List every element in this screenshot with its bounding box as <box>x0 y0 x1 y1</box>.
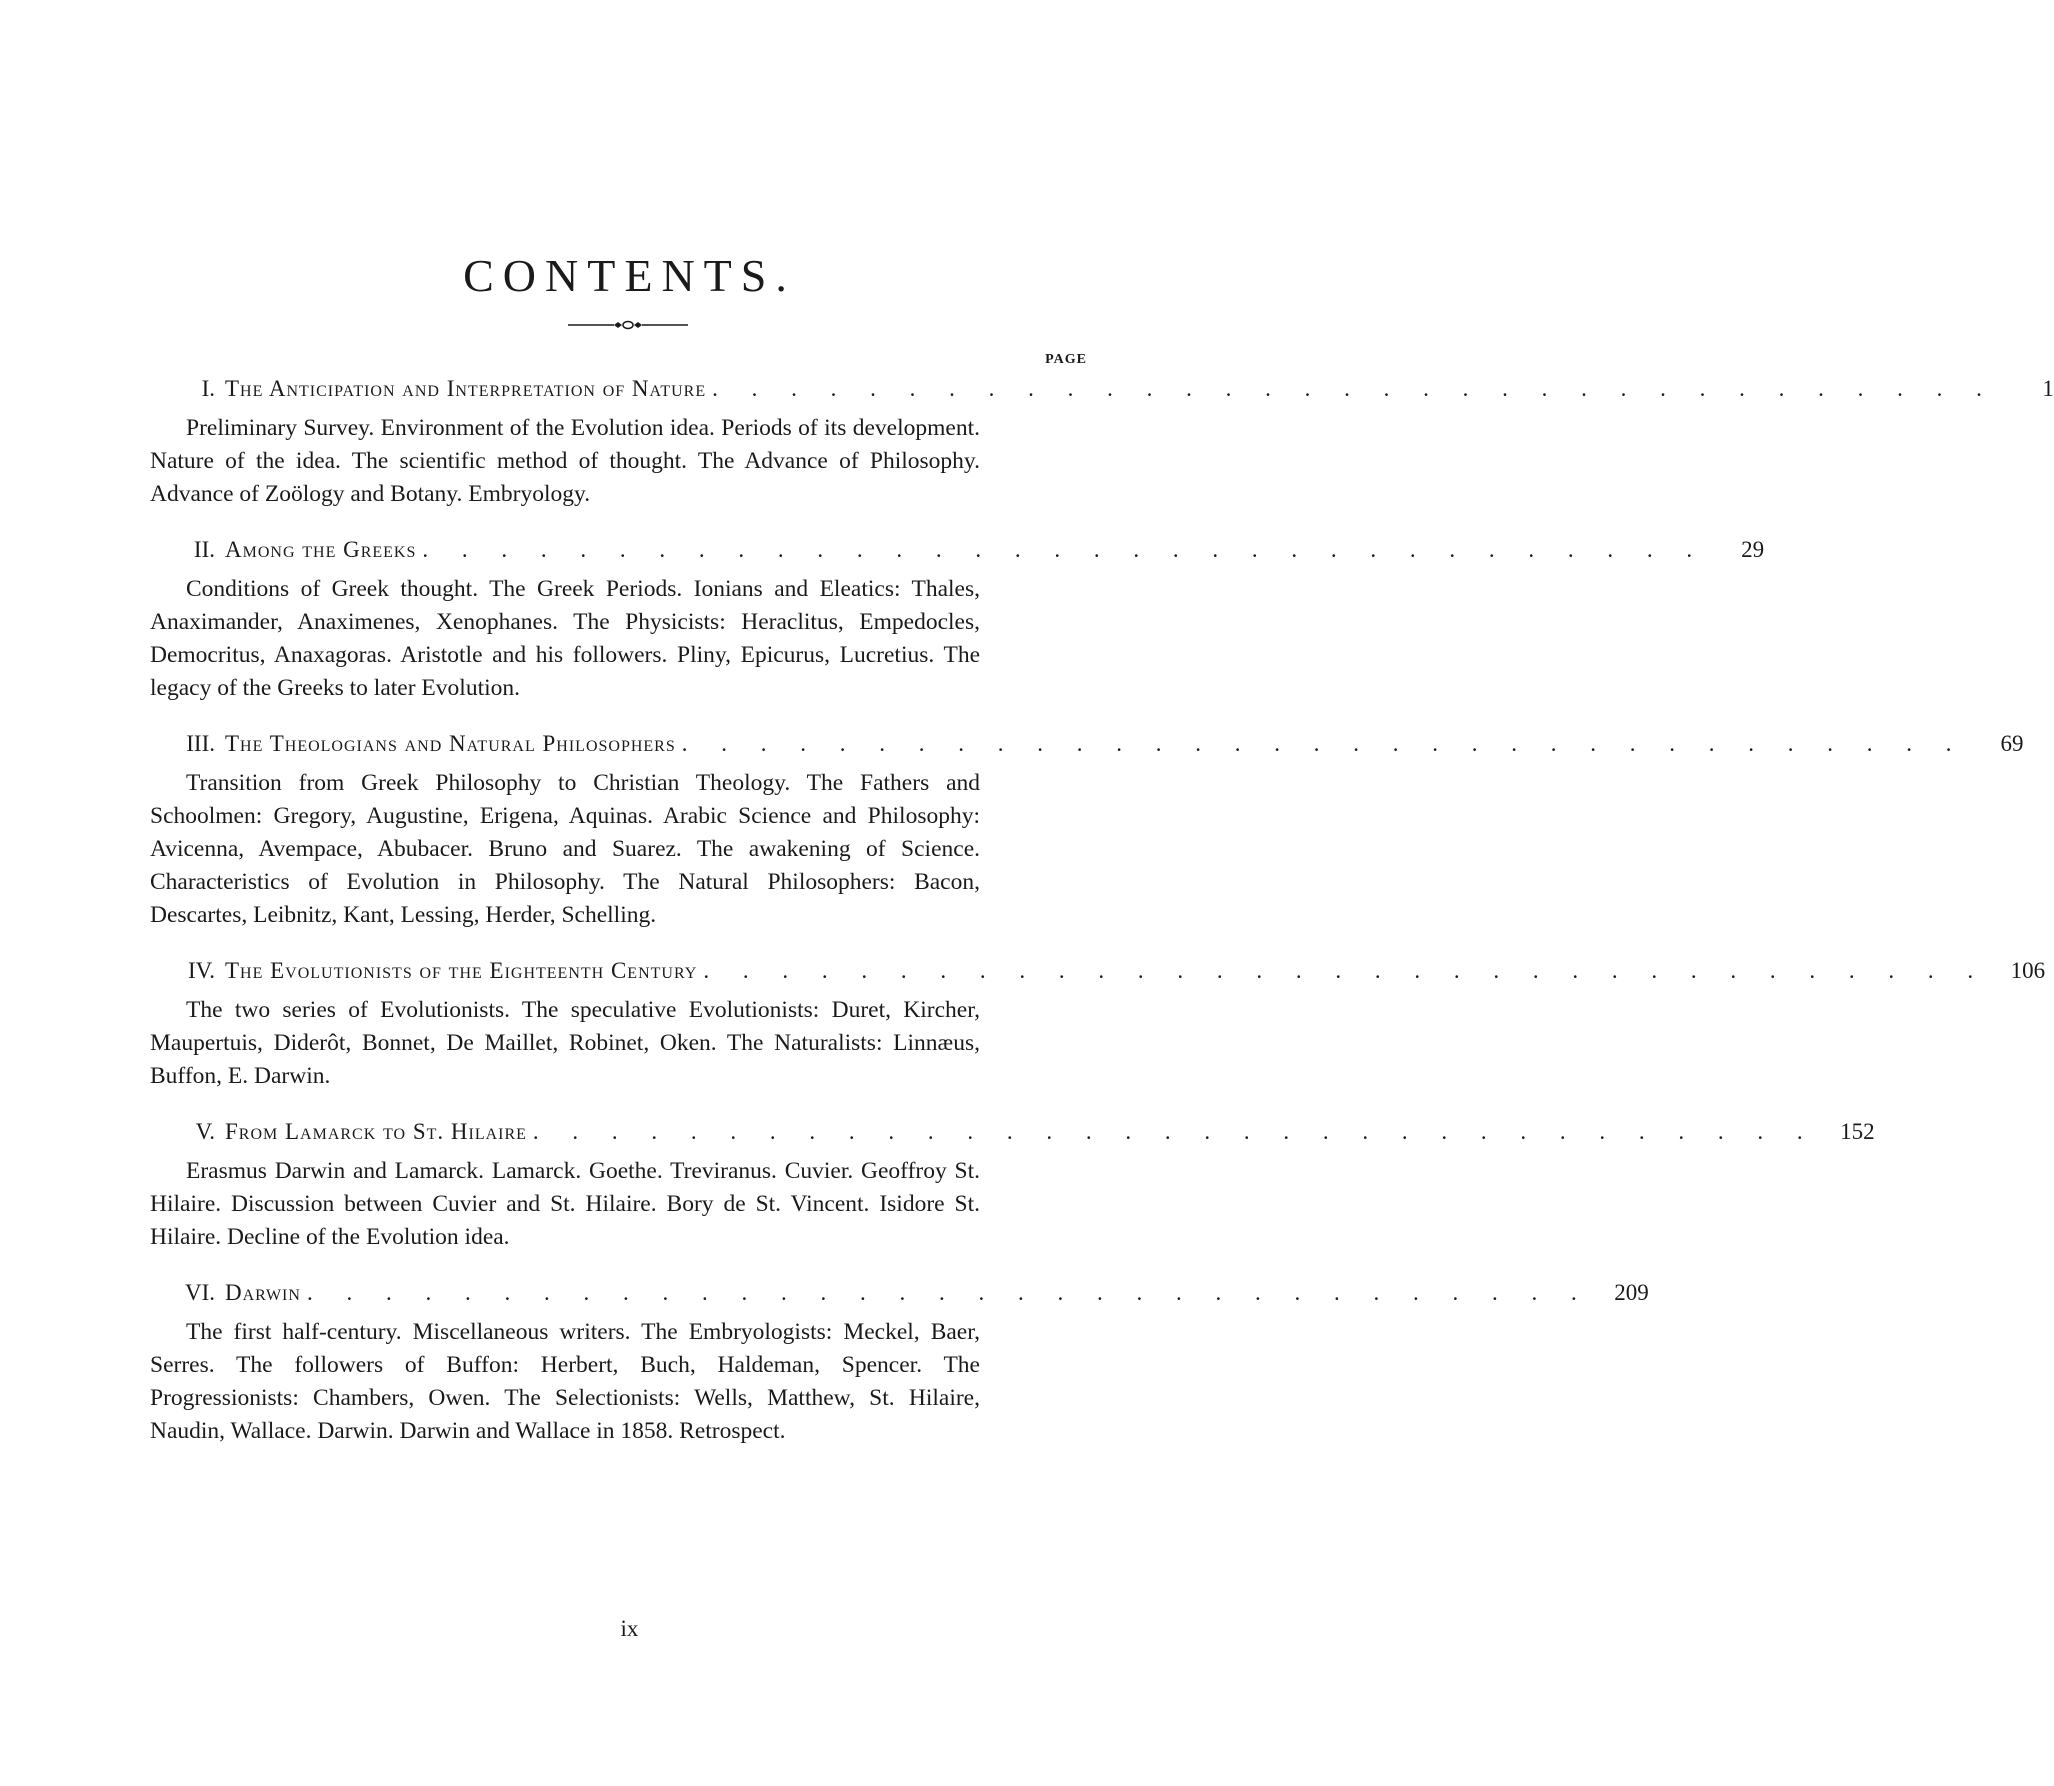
dot-leader: . . . . . . . . . . . . . . . . . . . . . . . . . . . . . . . . . <box>422 537 1707 562</box>
ornament-divider <box>568 318 688 332</box>
chapter-summary: Erasmus Darwin and Lamarck. Lamarck. Goethe. Treviranus. Cuvier. Geoffroy St. Hilaire. Discussion between Cuvier and St. Hilaire. Bory de St. Vincent. Isidore St. Hilaire. Decline of the Evolution idea. <box>150 1158 980 1250</box>
chapter-page-number: 69 <box>2000 731 2024 756</box>
chapter-summary: Transition from Greek Philosophy to Christian Theology. The Fathers and Schoolmen: Gregory, Augustine, Erigena, Aquinas. Arabic Science and Philosophy: Avicenna, Avempace, Abubacer. Bruno and Suarez. The awakening of Science. Characteristics of Evolution in Philosophy. The Natural Philosophers: Bacon, Descartes, Leibnitz, Kant, Lessing, Herder, Schelling. <box>150 770 980 928</box>
chapter-heading <box>150 1119 1875 1155</box>
dot-leader: . . . . . . . . . . . . . . . . . . . . . . . . . . . . . . . . . <box>703 958 1988 983</box>
dot-leader: . . . . . . . . . . . . . . . . . . . . . . . . . . . . . . . . . <box>681 731 1966 756</box>
chapter-summary: The two series of Evolutionists. The speculative Evolutionists: Duret, Kircher, Maupertuis, Diderôt, Bonnet, De Maillet, Robinet, Oken. The Naturalists: Linnæus, Buffon, E. Darwin. <box>150 997 980 1089</box>
chapter-title: The Evolutionists of the Eighteenth Century <box>225 958 698 983</box>
chapter-entry <box>150 376 2054 511</box>
chapter-title: From Lamarck to St. Hilaire <box>225 1119 527 1144</box>
chapter-page-number: 29 <box>1741 537 1765 562</box>
chapter-entry <box>150 1119 1875 1254</box>
chapter-entry <box>150 537 1765 705</box>
chapter-title: Darwin <box>225 1280 301 1305</box>
chapter-title: The Anticipation and Interpretation of Nature <box>225 376 707 401</box>
chapter-heading <box>150 731 2024 767</box>
chapter-numeral: III. <box>186 731 215 756</box>
chapter-numeral: II. <box>193 537 215 562</box>
contents-list <box>150 376 2054 1474</box>
dot-leader: . . . . . . . . . . . . . . . . . . . . . . . . . . . . . . . . . <box>532 1119 1817 1144</box>
chapter-heading <box>150 537 1765 573</box>
chapter-entry <box>150 1280 1649 1448</box>
chapter-numeral: VI. <box>184 1280 215 1305</box>
chapter-page-number: 1 <box>2042 376 2054 401</box>
chapter-summary: Conditions of Greek thought. The Greek Periods. Ionians and Eleatics: Thales, Anaximander, Anaximenes, Xenophanes. The Physicists: Heraclitus, Empedocles, Democritus, Anaxagoras. Aristotle and his followers. Pliny, Epicurus, Lucretius. The legacy of the Greeks to later Evolution. <box>150 576 980 701</box>
page-title: CONTENTS. <box>463 249 796 301</box>
chapter-summary: Preliminary Survey. Environment of the Evolution idea. Periods of its development. Nature of the idea. The scientific method of thought. The Advance of Philosophy. Advance of Zoölogy and Botany. Embryology. <box>150 415 980 507</box>
chapter-numeral: I. <box>201 376 215 401</box>
chapter-entry <box>150 731 2024 932</box>
chapter-numeral: IV. <box>187 958 215 983</box>
chapter-heading <box>150 958 2046 994</box>
dot-leader: . . . . . . . . . . . . . . . . . . . . . . . . . . . . . . . . . <box>712 376 1996 401</box>
chapter-heading <box>150 1280 1649 1316</box>
chapter-numeral: V. <box>195 1119 215 1144</box>
chapter-page-number: 209 <box>1614 1280 1649 1305</box>
chapter-title: The Theologians and Natural Philosophers <box>225 731 676 756</box>
chapter-title: Among the Greeks <box>225 537 417 562</box>
page-column-header: PAGE <box>1045 352 1087 367</box>
chapter-page-number: 152 <box>1840 1119 1875 1144</box>
page-folio: ix <box>620 1616 639 1641</box>
chapter-heading <box>150 376 2054 412</box>
chapter-summary: The first half-century. Miscellaneous writers. The Embryologists: Meckel, Baer, Serres. The followers of Buffon: Herbert, Buch, Haldeman, Spencer. The Progressionists: Chambers, Owen. The Selectionists: Wells, Matthew, St. Hilaire, Naudin, Wallace. Darwin. Darwin and Wallace in 1858. Retrospect. <box>150 1319 980 1444</box>
chapter-entry <box>150 958 2046 1093</box>
dot-leader: . . . . . . . . . . . . . . . . . . . . . . . . . . . . . . . . . <box>306 1280 1591 1305</box>
chapter-page-number: 106 <box>2010 958 2046 983</box>
